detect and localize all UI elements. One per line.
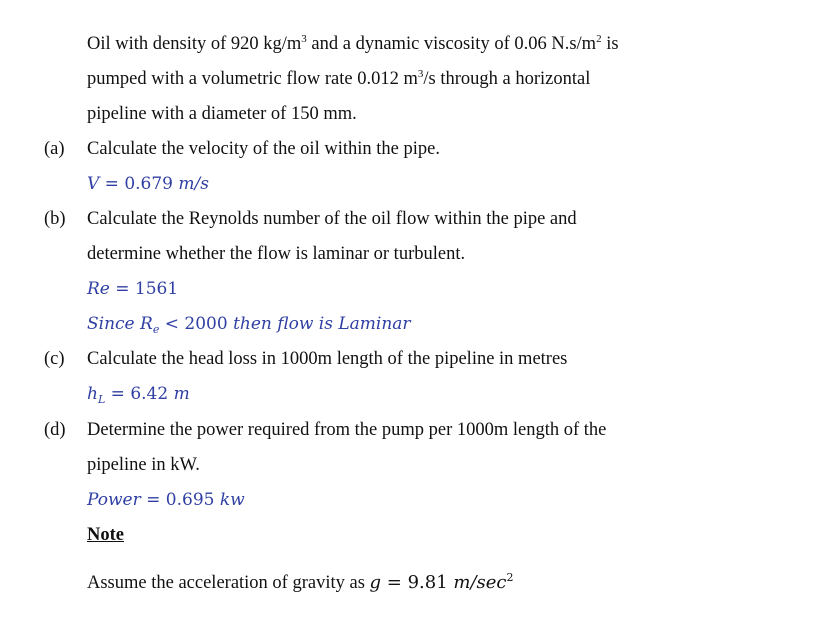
- intro-line-1: Oil with density of 920 $kg/m^3$ and a dynamic viscosity of 0.06 $N.s/m^2$ is: [87, 33, 619, 54]
- part-d-question-1: Determine the power required from the pump per 1000m length of the: [87, 420, 607, 440]
- part-c-question: Calculate the head loss in 1000m length of the pipeline in metres: [87, 349, 568, 369]
- part-b-answer: Re = 1561: [87, 279, 179, 299]
- part-c-answer: $h_L = 6.42$ m: [87, 384, 190, 406]
- part-d-question-2: pipeline in kW.: [87, 455, 200, 475]
- part-b-question-1: Calculate the Reynolds number of the oil flow within the pipe and: [87, 209, 577, 229]
- part-a-question: Calculate the velocity of the oil within the pipe.: [87, 139, 440, 159]
- part-b-conclusion: Since $R_e < 2000$ then flow is Laminar: [87, 314, 411, 336]
- part-c-label: (c): [44, 349, 65, 369]
- part-d-answer: Power = 0.695 kw: [87, 490, 245, 510]
- part-a-label: (a): [44, 139, 65, 159]
- part-d-label: (d): [44, 420, 66, 440]
- part-b-label: (b): [44, 209, 66, 229]
- part-a-answer: V = 0.679 m/s: [87, 174, 209, 194]
- intro-line-3: pipeline with a diameter of 150 mm.: [87, 104, 357, 124]
- part-b-question-2: determine whether the flow is laminar or turbulent.: [87, 244, 466, 264]
- note-text: Assume the acceleration of gravity as g = 9.81 $m/\sec^2$: [87, 571, 514, 593]
- intro-line-2: pumped with a volumetric flow rate 0.012 $m^3/s$ through a horizontal: [87, 68, 591, 89]
- note-heading: Note: [87, 525, 124, 545]
